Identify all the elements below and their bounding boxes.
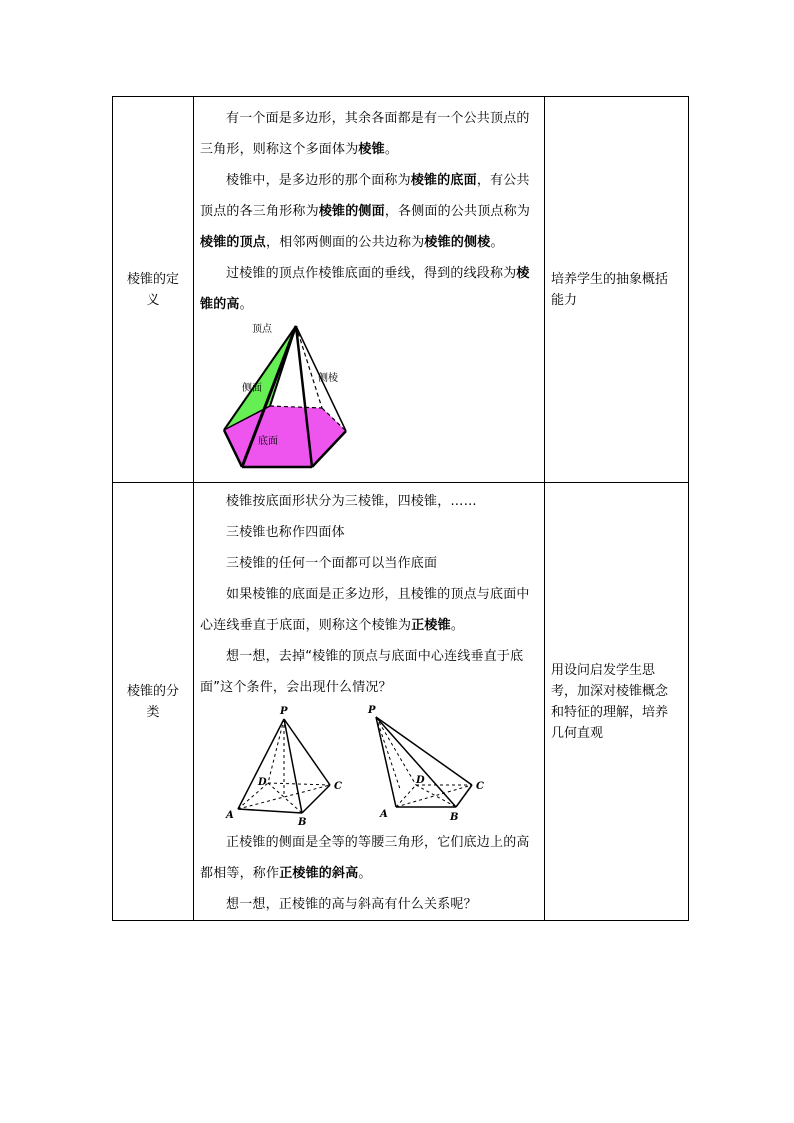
vertex-label-d: D: [258, 777, 267, 788]
text-span: ，有公共顶点的各三角形称为: [200, 172, 530, 219]
question-paragraph: 想一想，去掉“棱锥的顶点与底面中心连线垂直于底面”这个条件，会出现什么情况？: [200, 649, 524, 695]
text-span: 正棱锥的侧面是全等的等腰三角形，它们底边上的高都相等，称作: [200, 835, 530, 881]
term-apex: 棱锥的顶点: [200, 234, 267, 250]
text-span: 。: [490, 234, 504, 250]
base-label: 底面: [258, 435, 278, 447]
pentagonal-pyramid-figure: [200, 320, 400, 480]
purpose-cell: [545, 97, 689, 483]
regular-pyramid-figure: [225, 706, 342, 827]
term-height: 棱锥的高: [200, 265, 530, 312]
lesson-table: [112, 96, 689, 921]
hidden-edge: [268, 719, 284, 783]
content-cell: [194, 483, 545, 921]
category-label: 棱锥的定义: [126, 271, 179, 308]
hidden-edge: [416, 785, 456, 807]
edge: [238, 719, 284, 809]
definition-paragraph: [200, 103, 538, 165]
text-span: ，各侧面的公共顶点称为: [384, 203, 531, 219]
height-paragraph: [200, 258, 538, 320]
purpose-text: 培养学生的抽象概括能力: [551, 271, 669, 308]
oblique-pyramid-figure: [367, 705, 484, 823]
category-cell: [113, 483, 194, 921]
hidden-edge: [376, 717, 416, 785]
classification-line: 棱锥按底面形状分为三棱锥，四棱锥，……: [226, 494, 477, 509]
any-face-line: 三棱锥的任何一个面都可以当作底面: [226, 556, 438, 571]
category-cell: [113, 97, 194, 483]
text-span: 如果棱锥的底面是正多边形，且棱锥的顶点与底面中心连线垂直于底面，则称这个棱锥为: [200, 587, 530, 633]
text-span: 棱锥中，是多边形的那个面称为: [226, 172, 411, 188]
terms-paragraph: [200, 165, 538, 258]
vertex-label-a: A: [226, 810, 234, 821]
hidden-edge: [396, 785, 416, 807]
vertex-label-p: P: [368, 705, 376, 716]
edge: [456, 785, 472, 807]
purpose-text: 用设问启发学生思考，加深对棱锥概念和特征的理解，培养几何直观: [551, 662, 669, 741]
vertex-label-d: D: [416, 775, 425, 786]
text-span: 。: [450, 618, 465, 633]
vertex-label-c: C: [334, 781, 342, 792]
vertex-label-c: C: [476, 781, 484, 792]
vertex-label-a: A: [380, 809, 388, 820]
text-span: 。: [358, 866, 372, 881]
term-pyramid: 棱锥: [358, 141, 385, 157]
term-slant-height: 正棱锥的斜高: [279, 866, 359, 881]
tetrahedron-line: 三棱锥也称作四面体: [226, 525, 345, 540]
term-lateral-face: 棱锥的侧面: [318, 203, 385, 219]
vertex-label-p: P: [280, 706, 288, 717]
table-row: [113, 97, 689, 483]
text-span: 过棱锥的顶点作棱锥底面的垂线，得到的线段称为: [226, 265, 517, 281]
pyramid-comparison-figure: [200, 703, 530, 827]
vertex-label-b: B: [298, 817, 307, 827]
vertex-label-b: B: [450, 812, 459, 823]
slant-height-paragraph: [200, 827, 538, 889]
final-question: 想一想，正棱锥的高与斜高有什么关系呢？: [226, 897, 477, 912]
text-span: ，相邻两侧面的公共边称为: [266, 234, 425, 250]
text-span: 。: [384, 141, 399, 157]
table-row: [113, 483, 689, 921]
regular-pyramid-paragraph: [200, 579, 538, 641]
category-label: 棱锥的分类: [126, 683, 179, 720]
hidden-edge: [396, 785, 472, 807]
term-regular-pyramid: 正棱锥: [411, 618, 451, 633]
text-span: 有一个面是多边形，其余各面都是有一个公共顶点的三角形，则称这个多面体为: [200, 110, 530, 157]
term-base: 棱锥的底面: [410, 172, 477, 188]
text-span: 。: [239, 296, 253, 312]
edge: [376, 717, 396, 807]
lateral-face-label: 侧面: [242, 382, 262, 394]
purpose-cell: [545, 483, 689, 921]
edge: [238, 809, 302, 813]
term-lateral-edge: 棱锥的侧棱: [424, 234, 491, 250]
lateral-edge-label: 侧棱: [318, 372, 338, 384]
content-cell: [194, 97, 545, 483]
apex-label: 顶点: [252, 323, 272, 335]
height-line: [376, 717, 400, 789]
edge: [302, 785, 330, 813]
hidden-edge: [268, 783, 330, 785]
